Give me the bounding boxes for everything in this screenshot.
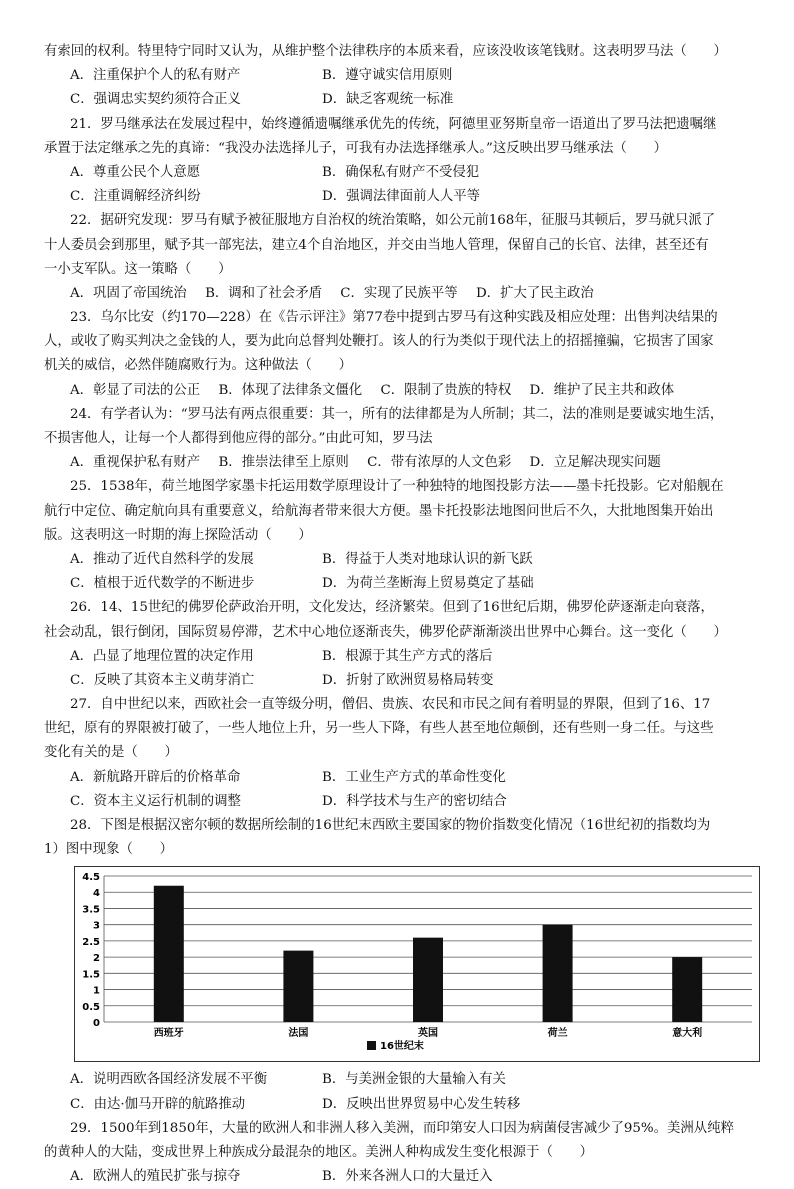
- x-category-label: 法国: [288, 1028, 309, 1040]
- bar: [543, 925, 573, 1022]
- q21-options-row1: [44, 161, 754, 185]
- y-tick-label: 0.5: [82, 1002, 100, 1014]
- q20-options-row1: [44, 64, 754, 88]
- q23-stem-line: 机关的威信，必然伴随腐败行为。这种做法（ ）: [44, 358, 352, 374]
- q29-options-row1: [44, 1165, 754, 1189]
- x-category-label: 英国: [418, 1028, 438, 1040]
- y-tick-label: 3: [93, 921, 100, 933]
- price-index-chart-svg: [74, 866, 760, 1062]
- q27-option-a[interactable]: A．新航路开辟后的价格革命: [70, 769, 241, 785]
- q26-option-d[interactable]: D．折射了欧洲贸易格局转变: [322, 672, 494, 688]
- q26-stem-line: 社会动乱，银行倒闭，国际贸易停滞，艺术中心地位逐渐丧失，佛罗伦萨渐渐淡出世界中心舞台。这一变化（ ）: [44, 624, 727, 640]
- q25-options-row1: [44, 548, 754, 572]
- q27-stem-line: 变化有关的是（ ）: [44, 745, 178, 761]
- x-category-label: 西班牙: [153, 1028, 184, 1040]
- q21-stem-line: 21．罗马继承法在发展过程中，始终遵循遗嘱继承优先的传统，阿德里亚努斯皇帝一语道出了罗马法把遗嘱继: [70, 116, 717, 132]
- q23-option-c[interactable]: C．限制了贵族的特权: [380, 382, 512, 398]
- q25-stem-line: 版。这表明这一时期的海上探险活动（ ）: [44, 527, 312, 543]
- q23-stem-line: 人，或收了购买判决之金钱的人，要为此向总督判处鞭打。该人的行为类似于现代法上的招摇撞骗，它损害了国家: [44, 334, 714, 350]
- q21-option-d[interactable]: D．强调法律面前人人平等: [322, 189, 481, 205]
- q28-option-c[interactable]: C．由达·伽马开辟的航路推动: [70, 1096, 246, 1112]
- exam-page: [44, 40, 754, 1189]
- bar: [413, 938, 443, 1022]
- q22-option-a[interactable]: A．巩固了帝国统治: [70, 285, 187, 301]
- q28-stem-line: 1）图中现象（ ）: [44, 842, 174, 858]
- q26-option-a[interactable]: A．凸显了地理位置的决定作用: [70, 648, 254, 664]
- bar: [672, 957, 702, 1022]
- q21-option-b[interactable]: B．确保私有财产不受侵犯: [322, 164, 480, 180]
- q25-stem-line: 航行中定位、确定航向具有重要意义，给航海者带来很大方便。墨卡托投影法地图问世后不久，大批地图集开始出: [44, 503, 714, 519]
- q24-option-c[interactable]: C．带有浓厚的人文色彩: [367, 455, 512, 471]
- legend-swatch: [367, 1041, 376, 1050]
- q29-option-b[interactable]: B．外来各洲人口的大量迁入: [322, 1169, 493, 1185]
- q25-option-d[interactable]: D．为荷兰垄断海上贸易奠定了基础: [322, 576, 534, 592]
- q29-stem-line: 的黄种人的大陆，变成世界上种族成分最混杂的地区。美洲人种构成发生变化根源于（ ）: [44, 1144, 594, 1160]
- q25-option-a[interactable]: A．推动了近代自然科学的发展: [70, 551, 254, 567]
- q21-option-a[interactable]: A．尊重公民个人意愿: [70, 164, 201, 180]
- q27-stem-line: 27．自中世纪以来，西欧社会一直等级分明，僧侣、贵族、农民和市民之间有着明显的界限，但到了16、17: [70, 697, 711, 713]
- q29-stem-line: 29．1500年到1850年，大量的欧洲人和非洲人移入美洲，而印第安人口因为病菌侵害减少了95%。美洲从纯粹: [70, 1120, 734, 1136]
- q26-options-row2: [44, 669, 754, 693]
- q24-option-a[interactable]: A．重视保护私有财产: [70, 455, 201, 471]
- q22-stem-line: 十人委员会到那里，赋予其一部宪法，建立4个自治地区，并交由当地人管理，保留自己的长官、法律，甚至还有: [44, 237, 709, 253]
- q25-option-b[interactable]: B．得益于人类对地球认识的新飞跃: [322, 551, 533, 567]
- q22-stem-line: 一小支军队。这一策略（ ）: [44, 261, 232, 277]
- x-category-label: 意大利: [672, 1028, 703, 1040]
- legend-label: 16世纪末: [380, 1041, 424, 1053]
- q24-stem-line: 不损害他人，让每一个人都得到他应得的部分。”由此可知，罗马法: [44, 431, 433, 446]
- q20-option-a[interactable]: A．注重保护个人的私有财产: [70, 68, 241, 84]
- q26-option-c[interactable]: C．反映了其资本主义萌芽消亡: [70, 672, 255, 688]
- price-index-chart: [74, 866, 760, 1062]
- q28-option-d[interactable]: D．反映出世界贸易中心发生转移: [322, 1096, 521, 1112]
- q23-options: [44, 379, 754, 403]
- q22-options: [44, 282, 754, 306]
- q25-options-row2: [44, 572, 754, 596]
- q22-option-c[interactable]: C．实现了民族平等: [340, 285, 458, 301]
- q20-option-b[interactable]: B．遵守诚实信用原则: [322, 68, 453, 84]
- q25-stem-line: 25．1538年，荷兰地图学家墨卡托运用数学原理设计了一种独特的地图投影方法——墨卡托投影。它对船舰在: [70, 479, 724, 495]
- q29-option-a[interactable]: A．欧洲人的殖民扩张与掠夺: [70, 1169, 241, 1185]
- y-tick-label: 3.5: [82, 904, 100, 916]
- q26-options-row1: [44, 645, 754, 669]
- q27-option-c[interactable]: C．资本主义运行机制的调整: [70, 793, 241, 809]
- q22-option-d[interactable]: D．扩大了民主政治: [475, 285, 594, 301]
- bar: [154, 886, 184, 1022]
- q26-option-b[interactable]: B．根源于其生产方式的落后: [322, 648, 493, 664]
- q28-options-row1: [44, 1068, 754, 1092]
- q24-option-b[interactable]: B．推崇法律至上原则: [218, 455, 349, 471]
- y-tick-label: 2.5: [82, 937, 100, 949]
- q20-option-d[interactable]: D．缺乏客观统一标准: [322, 92, 454, 108]
- y-tick-label: 1.5: [82, 969, 100, 981]
- q22-option-b[interactable]: B．调和了社会矛盾: [205, 285, 323, 301]
- q27-option-b[interactable]: B．工业生产方式的革命性变化: [322, 769, 506, 785]
- y-tick-label: 4.5: [82, 872, 100, 884]
- q28-stem-line: 28．下图是根据汉密尔顿的数据所绘制的16世纪末西欧主要国家的物价指数变化情况（16世纪初的指数均为: [70, 818, 711, 833]
- x-category-label: 荷兰: [547, 1028, 568, 1040]
- y-tick-label: 1: [93, 985, 100, 997]
- q23-stem-line: 23．乌尔比安（约170—228）在《告示评注》第77卷中提到古罗马有这种实践及相应处理：出售判决结果的: [70, 310, 718, 326]
- y-tick-label: 0: [93, 1018, 100, 1030]
- q24-stem-line: 24．有学者认为：“罗马法有两点很重要：其一，所有的法律都是为人所制；其二，法的准则是要诚实地生活，: [70, 406, 724, 422]
- bar: [283, 951, 313, 1022]
- q20-options-row2: [44, 88, 754, 112]
- q23-option-d[interactable]: D．维护了民主共和政体: [529, 382, 675, 398]
- q22-stem-line: 22．据研究发现：罗马有赋予被征服地方自治权的统治策略，如公元前168年，征服马其顿后，罗马就只派了: [70, 213, 716, 229]
- q20-option-c[interactable]: C．强调忠实契约须符合正义: [70, 92, 241, 108]
- q23-option-b[interactable]: B．体现了法律条文僵化: [218, 382, 363, 398]
- q20-stem: 有索回的权利。特里特宁同时又认为，从维护整个法律秩序的本质来看，应该没收该笔钱财。这表明罗马法（ ）: [44, 44, 727, 59]
- q21-stem-line: 承置于法定继承之先的真谛：“我没办法选择儿子，可我有办法选择继承人。”这反映出罗马继承法（ ）: [44, 140, 667, 156]
- y-tick-label: 2: [93, 953, 100, 965]
- q23-option-a[interactable]: A．彰显了司法的公正: [70, 382, 201, 398]
- q27-options-row2: [44, 790, 754, 814]
- q27-stem-line: 世纪，原有的界限被打破了，一些人地位上升，另一些人下降，有些人甚至地位颠倒，还有些则一身二任。与这些: [44, 721, 714, 737]
- q27-option-d[interactable]: D．科学技术与生产的密切结合: [322, 793, 507, 809]
- q21-options-row2: [44, 185, 754, 209]
- q28-option-b[interactable]: B．与美洲金银的大量输入有关: [322, 1072, 506, 1088]
- q28-option-a[interactable]: A．说明西欧各国经济发展不平衡: [70, 1072, 268, 1088]
- q21-option-c[interactable]: C．注重调解经济纠纷: [70, 189, 201, 205]
- q24-options: [44, 451, 754, 475]
- q28-options-row2: [44, 1093, 754, 1117]
- y-tick-label: 4: [93, 888, 100, 900]
- q27-options-row1: [44, 766, 754, 790]
- q26-stem-line: 26．14、15世纪的佛罗伦萨政治开明，文化发达，经济繁荣。但到了16世纪后期，佛罗伦萨逐渐走向衰落，: [70, 600, 714, 616]
- q25-option-c[interactable]: C．植根于近代数学的不断进步: [70, 576, 255, 592]
- q24-option-d[interactable]: D．立足解决现实问题: [529, 455, 661, 471]
